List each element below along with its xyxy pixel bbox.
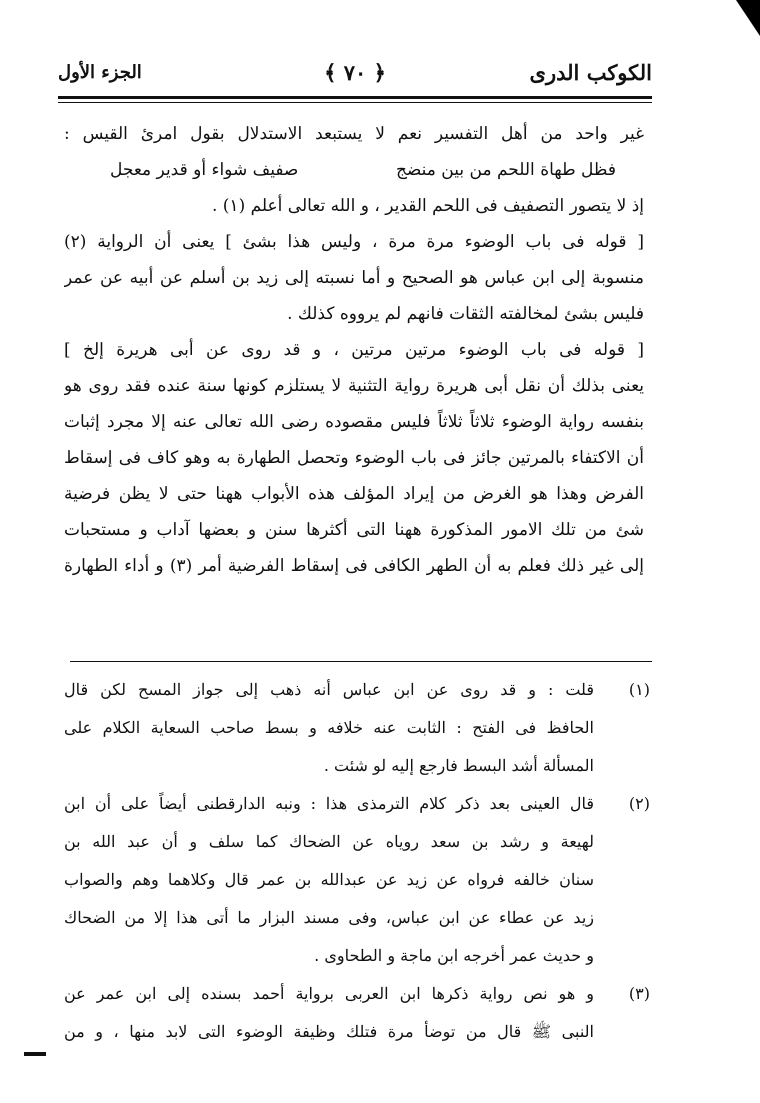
- text-line: إذ لا يتصور التصفيف فى اللحم القدير ، و الله تعالى أعلم (١) .: [211, 196, 644, 216]
- footnote-body: [64, 785, 594, 975]
- footnote-body: [64, 671, 594, 785]
- footnote-line: الحافظ فى الفتح : الثابت عنه خلافه و بسط صاحب السعاية الكلام على: [64, 718, 594, 737]
- text-line: غير واحد من أهل التفسير نعم لا يستبعد الاستدلال بقول امرئ القيس :: [64, 124, 644, 144]
- footnotes: [64, 671, 650, 1051]
- header-rule-thick: [58, 96, 652, 99]
- footnote: [64, 671, 650, 785]
- footnote-line: قال العينى بعد ذكر كلام الترمذى هذا : ونبه الدارقطنى أيضاً على أن ابن: [64, 794, 594, 813]
- footnote-line: المسألة أشد البسط فارجع إليه لو شئت .: [323, 756, 594, 775]
- page-corner-mark: [736, 0, 760, 36]
- footnote-number: (٣): [628, 984, 650, 1003]
- footnote-line: سنان خالفه فرواه عن زيد عن عبدالله بن عمر قال وكلاهما وهم والصواب: [64, 870, 594, 889]
- text-line: الفرض وهذا هو الغرض من إيراد المؤلف هذه الأبواب ههنا حتى لا يظن فرضية: [64, 484, 644, 504]
- text-line: [ قوله فى باب الوضوء مرة مرة ، وليس هذا بشئ ] يعنى أن الرواية (٢): [64, 232, 644, 252]
- text-line: منسوبة إلى ابن عباس هو الصحيح و أما نسبته إلى زيد بن أسلم عن أبيه عن عمر: [64, 268, 644, 288]
- text-line: [ قوله فى باب الوضوء مرتين مرتين ، و قد روى عن أبى هريرة إلخ ]: [64, 340, 644, 360]
- page-header: [58, 60, 652, 92]
- text-line: شئ من تلك الامور المذكورة ههنا التى أكثرها سنن و بعضها آداب و مستحبات: [64, 520, 644, 540]
- footnote-number: (١): [628, 680, 650, 699]
- footnote-line: قلت : و قد روى عن ابن عباس أنه ذهب إلى جواز المسح لكن قال: [64, 680, 594, 699]
- footnote-line: و هو نص رواية ذكرها ابن العربى برواية أحمد بسنده إلى ابن عمر عن: [64, 984, 594, 1003]
- text-line: أن الاكتفاء بالمرتين جائز فى باب الوضوء وتحصل الطهارة به وهو كاف فى إسقاط: [64, 448, 644, 468]
- footnote-line: زيد عن عطاء عن ابن عباس، وفى مسند البزار ما أتى هذا إلا من الضحاك: [64, 908, 594, 927]
- main-text: [64, 116, 644, 584]
- poetry-verse: [64, 152, 644, 188]
- book-title: الكوكب الدرى: [529, 60, 652, 85]
- footnote-line: لهيعة و رشد بن سعد روياه عن الضحاك كما سلف و أن عبد الله بن: [64, 832, 594, 851]
- footnote-separator: [70, 661, 652, 662]
- text-line: يعنى بذلك أن نقل أبى هريرة رواية التثنية لا يستلزم كونها سنة عنده فقد روى هو: [64, 376, 644, 396]
- page-number: ﴿ ٧٠ ﴾: [324, 60, 386, 85]
- continuation-dash-mark: [24, 1052, 46, 1056]
- header-rule-thin: [58, 102, 652, 103]
- footnote-line: و حديث عمر أخرجه ابن ماجة و الطحاوى .: [314, 946, 594, 965]
- volume-label: الجزء الأول: [58, 62, 142, 83]
- footnote: [64, 975, 650, 1051]
- text-line: بنفسه رواية الوضوء ثلاثاً ثلاثاً فليس مقصوده رضى الله تعالى عنه إلا مجرد إثبات: [64, 412, 644, 432]
- footnote-number: (٢): [628, 794, 650, 813]
- text-line: فليس بشئ لمخالفته الثقات فانهم لم يرووه كذلك .: [287, 304, 644, 324]
- footnote-body: [64, 975, 594, 1051]
- verse-second-hemistich: صفيف شواء أو قدير معجل: [110, 160, 299, 180]
- text-line: إلى غير ذلك فعلم به أن الطهر الكافى فى إسقاط الفرضية أمر (٣) و أداء الطهارة: [64, 556, 644, 576]
- footnote-line: النبى ﷺ قال من توضأ مرة فتلك وظيفة الوضوء التى لابد منها ، و من: [64, 1022, 594, 1041]
- footnote: [64, 785, 650, 975]
- verse-first-hemistich: فظل طهاة اللحم من بين منضج: [395, 160, 616, 180]
